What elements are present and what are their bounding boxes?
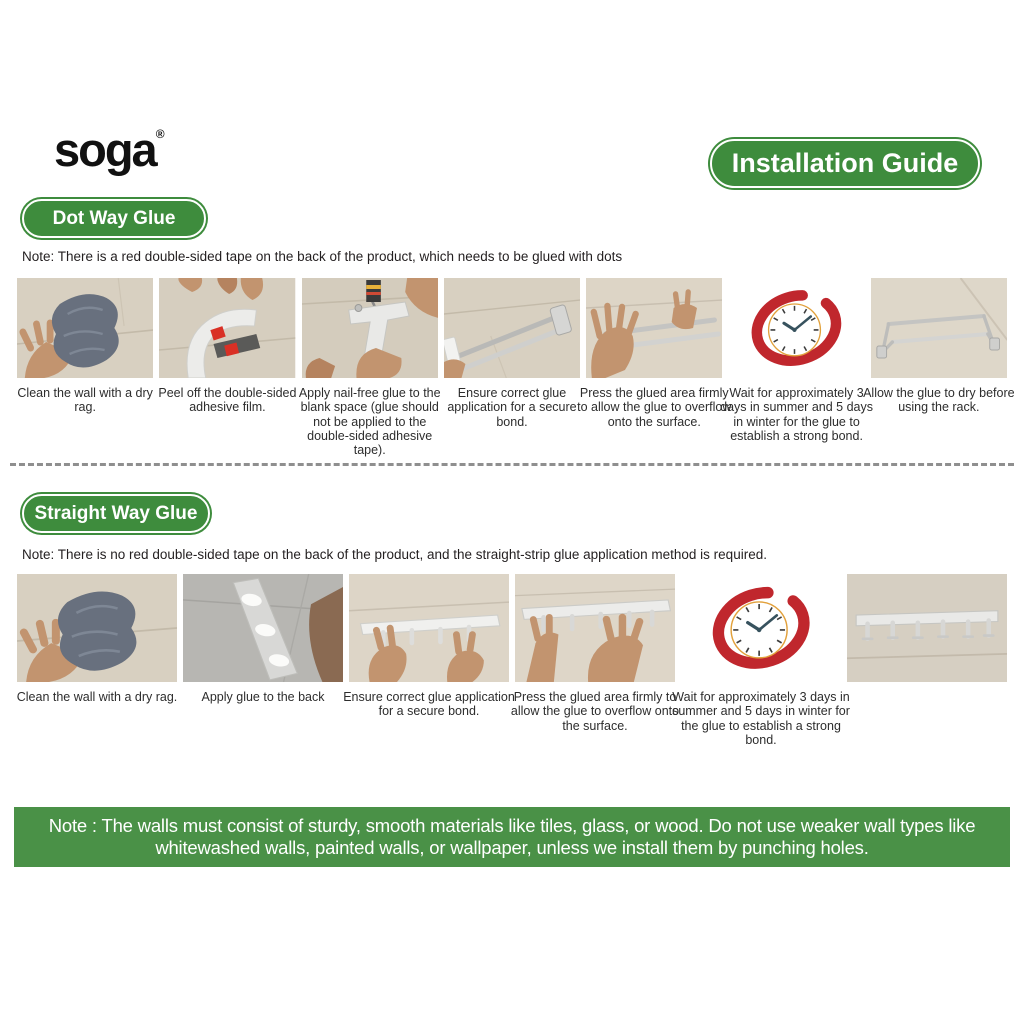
step-caption: Clean the wall with a dry rag.	[17, 386, 153, 415]
photo-clean-wall	[17, 574, 177, 682]
step-caption: Wait for approximately 3 days in summer and 5 days in winter for the glue to establish a strong bond.	[720, 386, 873, 443]
step-caption: Peel off the double-sided adhesive film.	[158, 386, 297, 415]
step-press-rail	[510, 574, 680, 747]
dashed-divider	[10, 463, 1014, 466]
step-caption: Press the glued area firmly to allow the glue to overflow onto the surface.	[577, 386, 732, 429]
photo-press-rail	[515, 574, 675, 682]
installation-guide-label: Installation Guide	[731, 148, 959, 178]
dot-way-note: Note: There is a red double-sided tape on the back of the product, which needs to be glued with dots	[22, 249, 623, 264]
step-caption: Press the glued area firmly to allow the glue to overflow onto the surface.	[510, 690, 680, 733]
photo-apply-glue-back	[183, 574, 343, 682]
photo-press-rack	[586, 278, 722, 378]
step-check-glue-rail	[343, 574, 515, 747]
step-press-rack	[577, 278, 732, 457]
step-rack-mounted	[863, 278, 1015, 457]
step-caption: Clean the wall with a dry rag.	[16, 690, 178, 704]
straight-way-glue-badge	[22, 494, 210, 533]
straight-way-note: Note: There is no red double-sided tape on the back of the product, and the straight-strip glue application method is required.	[22, 547, 767, 562]
photo-rack-mounted	[871, 278, 1007, 378]
photo-check-glue-rail	[349, 574, 509, 682]
soga-logo-text: soga	[54, 123, 156, 176]
step-caption: Apply glue to the back	[201, 690, 325, 704]
dot-way-steps-row	[14, 278, 1015, 457]
step-caption: Ensure correct glue application for a secure bond.	[447, 386, 577, 429]
step-peel-film	[159, 278, 295, 457]
step-caption: Ensure correct glue application for a secure bond.	[343, 690, 515, 719]
straight-way-steps-row	[14, 574, 1010, 747]
clock-icon	[746, 280, 847, 376]
straight-way-glue-label: Straight Way Glue	[34, 502, 198, 524]
registered-mark: ®	[155, 127, 165, 141]
photo-clean-wall	[17, 278, 153, 378]
soga-logo	[54, 123, 165, 176]
step-clean-wall	[17, 278, 153, 457]
step-caption: Allow the glue to dry before using the rack.	[863, 386, 1015, 415]
step-apply-glue-back	[183, 574, 343, 747]
step-caption: Wait for approximately 3 days in summer and 5 days in winter for the glue to establish a strong bond.	[672, 690, 850, 747]
dot-way-glue-label: Dot Way Glue	[52, 207, 176, 229]
wall-material-warning-text: Note : The walls must consist of sturdy, smooth materials like tiles, glass, or wood. Do not use weaker wall types like whitewashed walls, painted walls, or wallpaper, unless we install them by punching holes.	[48, 814, 976, 858]
dot-way-glue-badge	[22, 199, 206, 238]
step-wait-clock	[672, 574, 850, 747]
photo-check-glue-rack	[444, 278, 580, 378]
step-apply-glue-bracket	[298, 278, 441, 457]
clock-photo-frame	[681, 574, 841, 682]
step-rail-mounted	[847, 574, 1007, 747]
photo-peel-film	[159, 278, 295, 378]
step-clean-wall	[17, 574, 177, 747]
step-check-glue-rack	[444, 278, 580, 457]
photo-apply-glue-bracket	[302, 278, 438, 378]
step-wait-clock	[720, 278, 873, 457]
step-caption: Apply nail-free glue to the blank space (glue should not be applied to the double-sided adhesive tape).	[298, 386, 441, 457]
installation-guide-badge	[710, 139, 980, 188]
photo-rail-mounted	[847, 574, 1007, 682]
wall-material-warning-banner	[14, 807, 1010, 867]
clock-photo-frame	[728, 278, 864, 378]
clock-icon	[702, 576, 820, 680]
